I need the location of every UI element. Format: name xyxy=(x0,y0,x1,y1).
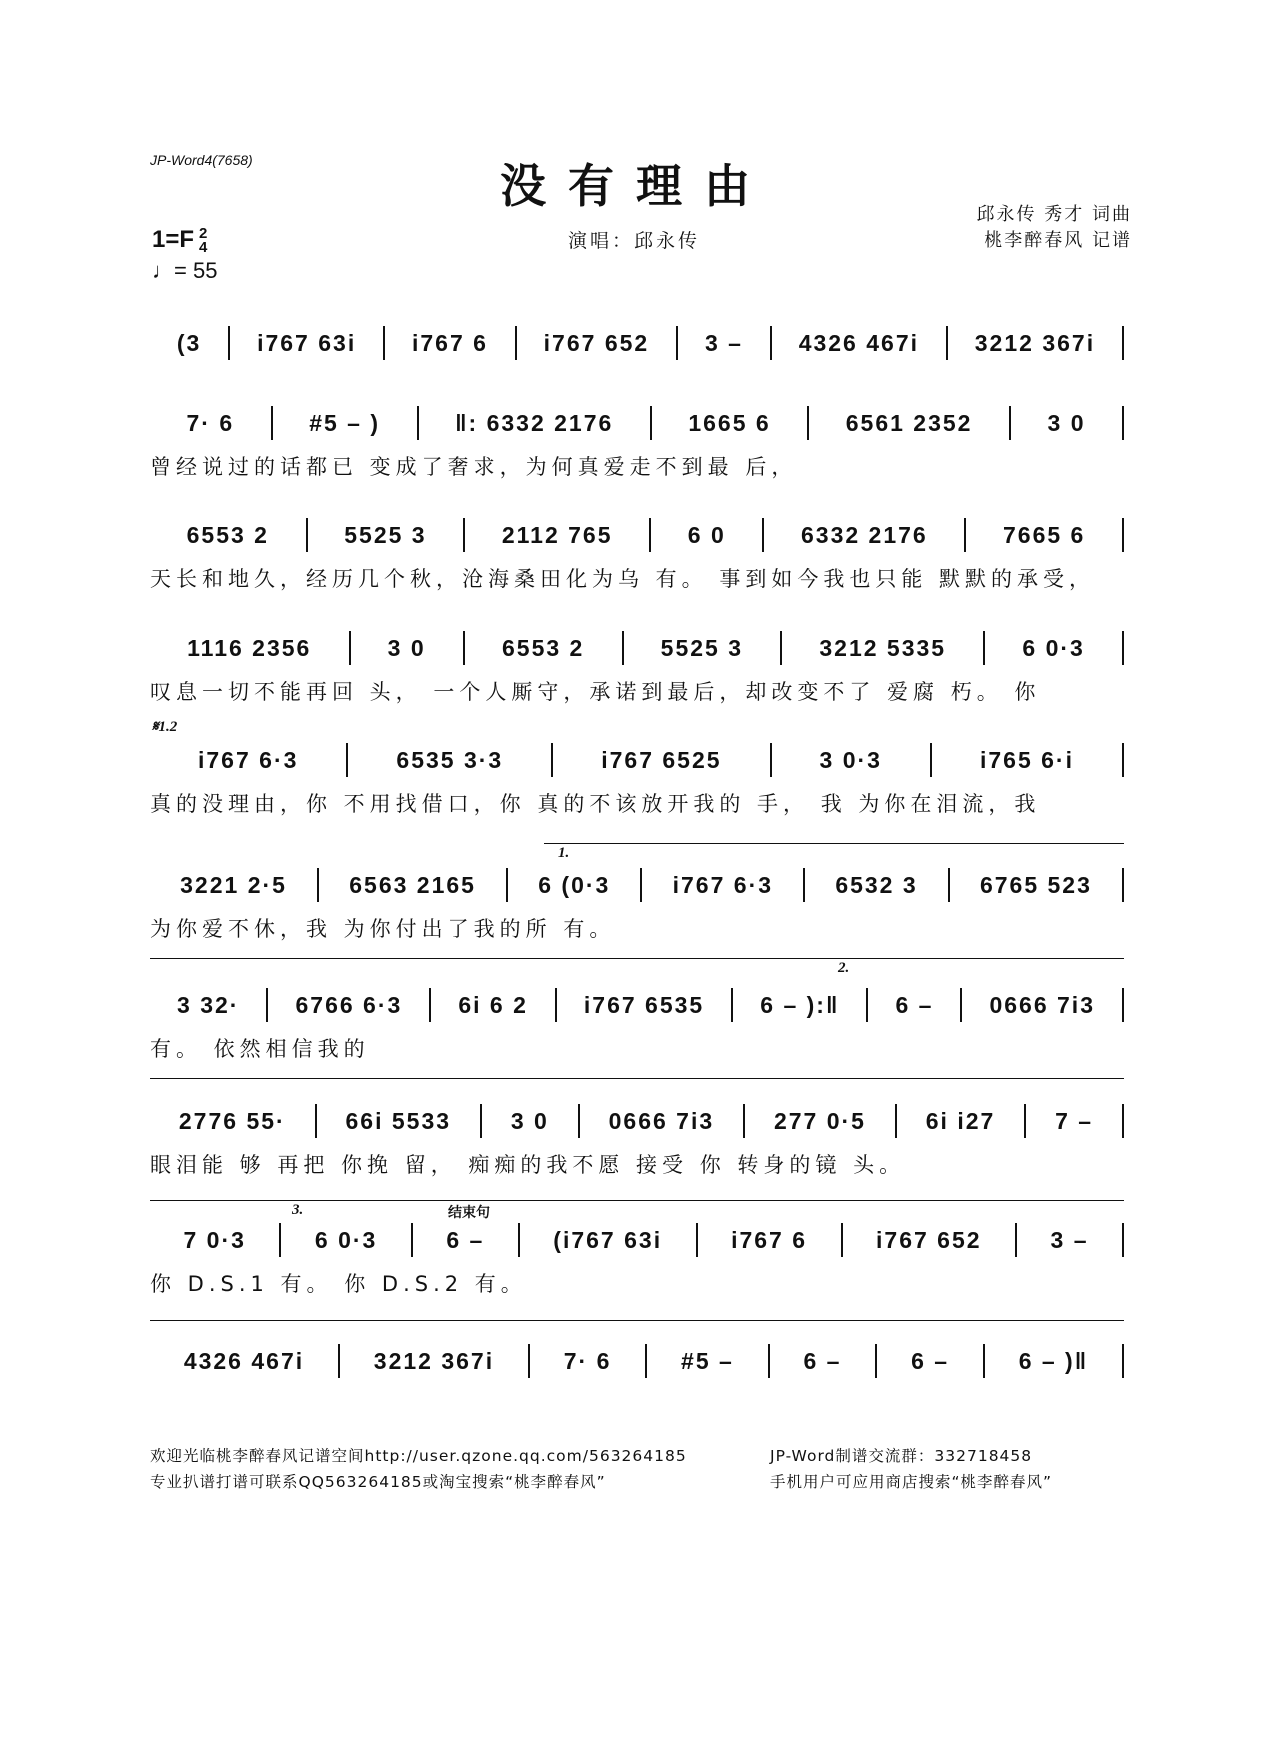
measure: 5525 3 xyxy=(344,521,427,548)
measure: 6563 2165 xyxy=(349,871,476,898)
barline xyxy=(1122,518,1124,552)
barline xyxy=(1122,1104,1124,1138)
measure: 2776 55· xyxy=(178,1107,286,1134)
barline xyxy=(1122,1344,1124,1378)
measure: 3 32· xyxy=(177,991,240,1018)
notation-row xyxy=(150,742,1124,778)
measure: 3 0 xyxy=(1047,409,1086,436)
volta-1-bracket xyxy=(544,843,1124,844)
measure: 3 – xyxy=(704,329,743,356)
measure: 277 0·5 xyxy=(773,1107,866,1134)
measure: 7665 6 xyxy=(1002,521,1086,548)
lyric-line: 叹息一切不能再回 头， 一个人厮守，承诺到最后，却改变不了 爱腐 朽。 你 xyxy=(150,680,1041,704)
measure: 1116 2356 xyxy=(187,634,312,661)
measure: 6553 2 xyxy=(501,634,585,661)
measure: 3212 367i xyxy=(974,329,1096,356)
measure: (i767 63i xyxy=(553,1226,663,1253)
barline xyxy=(1122,406,1124,440)
lyric-line: 曾经说过的话都已 变成了奢求，为何真爱走不到最 后， xyxy=(150,455,798,479)
segno-mark: 𝄋1.2 xyxy=(152,719,178,735)
volta-2-label: 2. xyxy=(838,960,850,976)
song-title: 没有理由 xyxy=(500,159,772,213)
lyric-line: 有。 依然相信我的 xyxy=(150,1037,370,1061)
measure: i767 63i xyxy=(257,329,357,356)
footer-line-2 xyxy=(150,1470,1130,1492)
software-tag: JP-Word4(7658) xyxy=(150,152,253,168)
measure: 6535 3·3 xyxy=(396,746,504,773)
final-bracket xyxy=(150,1320,1124,1321)
measure: 6561 2352 xyxy=(845,409,973,436)
notation-row xyxy=(150,987,1124,1023)
measure: 3212 367i xyxy=(373,1347,495,1374)
measure: 3 – xyxy=(1050,1226,1089,1253)
measure: 6 – xyxy=(446,1226,485,1253)
measure: 3 0 xyxy=(387,634,426,661)
measure: i767 6 xyxy=(731,1226,808,1253)
lyric-line: 眼泪能 够 再把 你挽 留， 痴痴的我不愿 接受 你 转身的镜 头。 xyxy=(150,1153,906,1177)
barline xyxy=(1122,631,1124,665)
measure: #5 – ) xyxy=(309,409,381,436)
measure: 66i 5533 xyxy=(345,1107,452,1134)
key-label: 1=F xyxy=(152,226,195,253)
measure: 0666 7i3 xyxy=(608,1107,715,1134)
measure: 2112 765 xyxy=(501,521,613,548)
key-signature xyxy=(152,226,207,255)
measure: i767 6535 xyxy=(583,991,705,1018)
measure: 6532 3 xyxy=(835,871,918,898)
volta-2-bracket xyxy=(150,958,1124,959)
footer-line-1 xyxy=(150,1444,1130,1466)
measure: 3212 5335 xyxy=(819,634,947,661)
measure: 6 – ):‖ xyxy=(760,991,840,1018)
barline xyxy=(1122,988,1124,1022)
measure: (3 xyxy=(176,329,202,356)
measure: 6 0 xyxy=(687,521,726,548)
volta-1-label: 1. xyxy=(558,845,570,861)
notation-row xyxy=(150,517,1124,553)
barline xyxy=(1122,1223,1124,1257)
ending-bracket xyxy=(150,1200,1124,1201)
singer-label: 演唱：邱永传 xyxy=(568,230,701,252)
notation-row xyxy=(150,405,1124,441)
lyric-line: 为你爱不休，我 为你付出了我的所 有。 xyxy=(150,917,616,941)
measure: i767 6525 xyxy=(601,746,722,773)
lyric-line: 真的没理由，你 不用找借口，你 真的不该放开我的 手， 我 为你在泪流，我 xyxy=(150,792,1041,816)
measure: 6766 6·3 xyxy=(295,991,403,1018)
measure: #5 – xyxy=(681,1347,734,1374)
measure: ‖: 6332 2176 xyxy=(455,409,614,436)
measure: 1665 6 xyxy=(688,409,771,436)
notation-row xyxy=(150,630,1124,666)
measure: 6i i27 xyxy=(925,1107,996,1134)
measure: i767 652 xyxy=(543,329,650,356)
footer-contact: 专业扒谱打谱可联系QQ563264185或淘宝搜索“桃李醉春风” xyxy=(150,1473,606,1491)
lyric-line: 你 D.S.1 有。 你 D.S.2 有。 xyxy=(150,1272,527,1296)
measure: 6332 2176 xyxy=(801,521,928,548)
volta-3-bracket xyxy=(150,1078,1124,1079)
measure: 6765 523 xyxy=(979,871,1092,898)
measure: 7 0·3 xyxy=(183,1226,246,1253)
measure: 7· 6 xyxy=(186,409,235,436)
measure: 3 0 xyxy=(510,1107,549,1134)
measure: 7· 6 xyxy=(563,1347,612,1374)
notation-row xyxy=(150,1222,1124,1258)
measure: 5525 3 xyxy=(660,634,744,661)
notation-row xyxy=(150,325,1124,361)
measure: 4326 467i xyxy=(798,329,920,356)
measure: 6i 6 2 xyxy=(458,991,528,1018)
measure: 6 0·3 xyxy=(314,1226,378,1253)
measure: 4326 467i xyxy=(183,1347,305,1374)
time-bottom: 4 xyxy=(199,238,208,256)
notation-row xyxy=(150,1343,1124,1379)
tempo-marking: ♩= 55 xyxy=(152,258,218,283)
transcriber-credit: 桃李醉春风 记谱 xyxy=(984,230,1132,251)
barline xyxy=(1122,743,1124,777)
measure: i767 6·3 xyxy=(672,871,774,898)
measure: 7 – xyxy=(1055,1107,1094,1134)
measure: 3 0·3 xyxy=(819,746,882,773)
measure: i767 6·3 xyxy=(198,746,299,773)
measure: 6 0·3 xyxy=(1022,634,1085,661)
measure: 6553 2 xyxy=(186,521,269,548)
measure: 6 (0·3 xyxy=(538,871,611,898)
measure: i767 652 xyxy=(876,1226,982,1253)
footer-group: JP-Word制谱交流群：332718458 xyxy=(770,1447,1033,1465)
measure: 6 – xyxy=(803,1347,842,1374)
footer-app: 手机用户可应用商店搜索“桃李醉春风” xyxy=(770,1473,1053,1491)
lyric-line: 天长和地久，经历几个秋，沧海桑田化为乌 有。 事到如今我也只能 默默的承受， xyxy=(150,567,1096,591)
measure: i765 6·i xyxy=(979,746,1074,773)
measure: 3221 2·5 xyxy=(180,871,287,898)
measure: 6 – xyxy=(895,991,934,1018)
measure: 0666 7i3 xyxy=(989,991,1095,1018)
volta-3-label: 3. xyxy=(292,1202,304,1218)
time-top: 2 xyxy=(199,224,208,242)
notation-row xyxy=(150,867,1124,903)
time-signature xyxy=(199,224,208,256)
measure: 6 – xyxy=(911,1347,950,1374)
barline xyxy=(1122,326,1124,360)
measure: 6 – )‖ xyxy=(1018,1347,1089,1374)
footer-website: 欢迎光临桃李醉春风记谱空间http://user.qzone.qq.com/563264185 xyxy=(150,1447,687,1465)
barline xyxy=(1122,868,1124,902)
notation-row xyxy=(150,1103,1124,1139)
measure: i767 6 xyxy=(411,329,488,356)
ending-label: 结束句 xyxy=(448,1205,490,1221)
lyricist-credit: 邱永传 秀才 词曲 xyxy=(976,204,1132,225)
